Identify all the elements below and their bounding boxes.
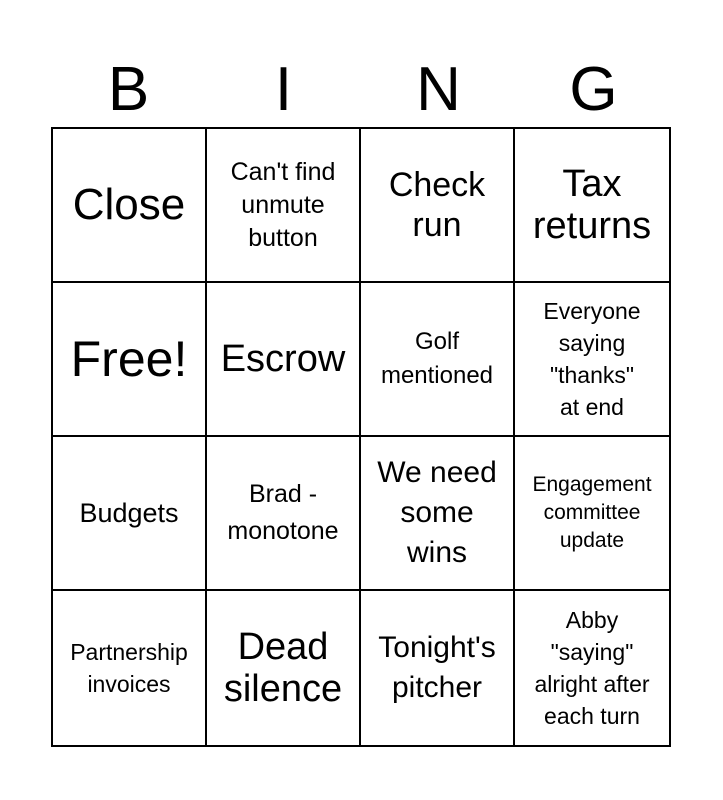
bingo-cell-r1c3[interactable]: Check run (361, 129, 515, 283)
bingo-cell-r4c3[interactable]: Tonight's pitcher (361, 591, 515, 745)
bingo-cell-r2c4[interactable]: Everyone saying "thanks" at end (515, 283, 669, 437)
bingo-header (51, 52, 671, 128)
header-letter-b: B (107, 55, 150, 124)
bingo-cell-r4c4[interactable]: Abby "saying" alright after each turn (534, 607, 650, 729)
bingo-cell-r2c3[interactable]: Golf mentioned (361, 283, 515, 437)
header-letter-n: N (416, 55, 461, 124)
bingo-cell-r3c4[interactable]: Engagement committee update (515, 437, 669, 591)
bingo-cell-r2c2[interactable]: Escrow (207, 283, 361, 437)
bingo-card (51, 127, 671, 747)
bingo-cell-r4c1[interactable]: Partnership invoices (53, 591, 207, 745)
header-letter-g: G (569, 55, 618, 124)
bingo-cell-r3c1[interactable]: Budgets (53, 437, 207, 591)
header-letter-i: I (274, 55, 293, 124)
bingo-cell-r3c2[interactable]: Brad - monotone (207, 437, 361, 591)
bingo-cell-r2c1[interactable]: Free! (53, 283, 207, 437)
bingo-cell-r1c1[interactable]: Close (53, 129, 207, 283)
bingo-cell-r4c2[interactable]: Dead silence (207, 591, 361, 745)
bingo-cell-r3c3[interactable]: We need some wins (361, 437, 515, 591)
bingo-cell-r1c2[interactable]: Can't find unmute button (207, 129, 361, 283)
bingo-cell-r1c4[interactable]: Tax returns (515, 129, 669, 283)
